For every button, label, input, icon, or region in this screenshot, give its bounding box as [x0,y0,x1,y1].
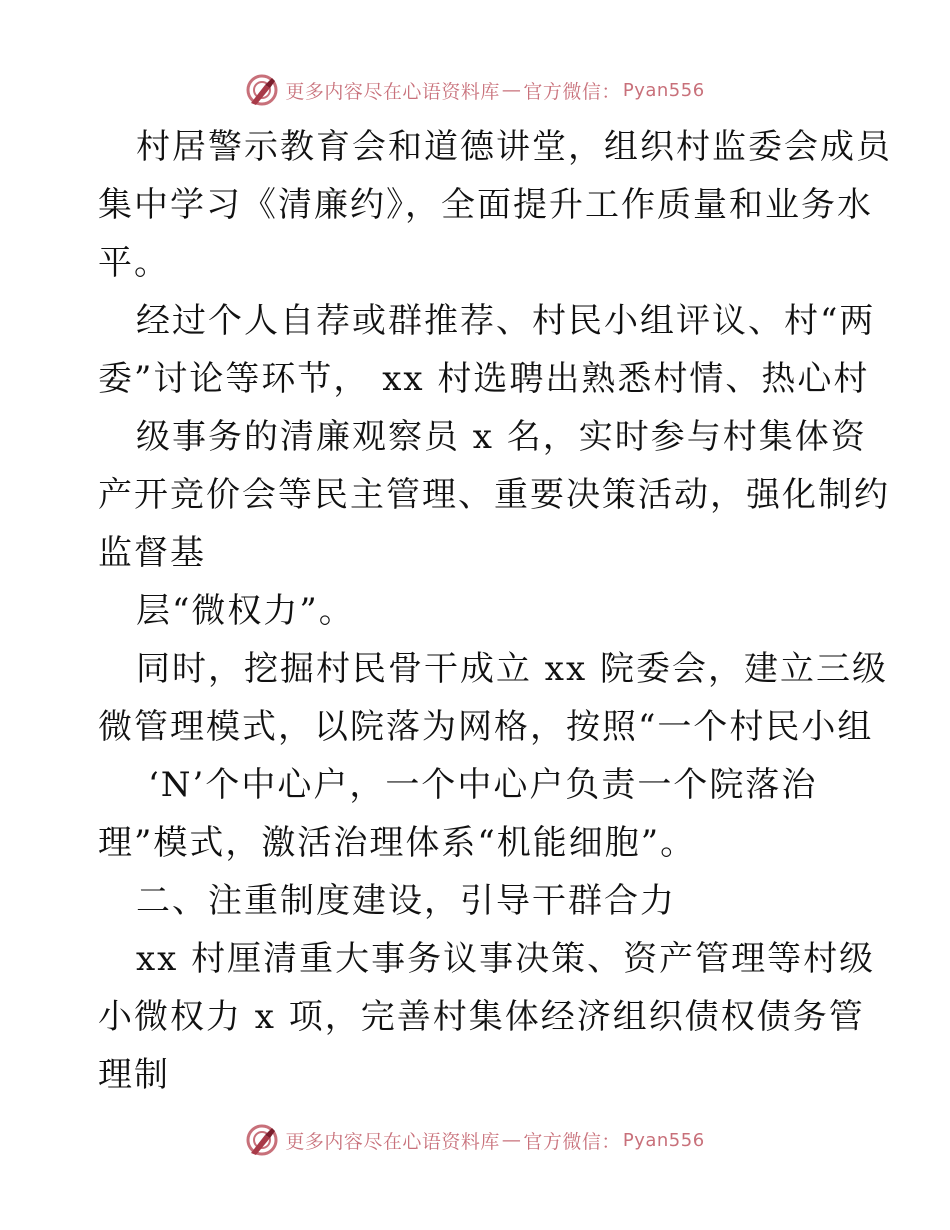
text-line: 经过个人自荐或群推荐、村民小组评议、村“两 [136,301,876,341]
text-line: ‘N’个中心户，一个中心户负责一个院落治 [148,765,818,805]
pen-logo-icon [245,73,279,107]
text-line: 平。 [98,243,170,283]
watermark-footer [0,1120,950,1160]
watermark-separator: — [501,79,522,101]
pen-logo-icon [245,1123,279,1157]
watermark-label: 官方微信： [523,1130,621,1153]
text-line: 委”讨论等环节， xx 村选聘出熟悉村情、热心村 [98,359,870,399]
watermark-header [0,70,950,110]
text-line: 理制 [98,1055,170,1095]
text-line: 小微权力 x 项，完善村集体经济组织债权债务管 [98,997,865,1037]
text-line: 集中学习《清廉约》，全面提升工作质量和业务水 [98,185,873,225]
watermark-text: 更多内容尽在心语资料库 [285,80,500,103]
text-line: 微管理模式，以院落为网格，按照“一个村民小组 [98,707,874,747]
text-line: 监督基 [98,533,206,573]
watermark-text: 更多内容尽在心语资料库 [285,1130,500,1153]
text-line: 级事务的清廉观察员 x 名，实时参与村集体资 [136,417,867,457]
watermark-separator: — [501,1129,522,1151]
text-line: 产开竞价会等民主管理、重要决策活动，强化制约 [98,475,890,515]
text-line: 层“微权力”。 [136,591,355,631]
watermark-account: Pyan556 [622,79,705,101]
text-line: xx 村厘清重大事务议事决策、资产管理等村级 [136,939,876,979]
section-heading: 二、注重制度建设，引导干群合力 [136,881,676,921]
text-line: 理”模式，激活治理体系“机能细胞”。 [98,823,697,863]
text-line: 村居警示教育会和道德讲堂，组织村监委会成员 [136,127,892,167]
watermark-label: 官方微信： [523,80,621,103]
text-line: 同时，挖掘村民骨干成立 xx 院委会，建立三级 [136,649,888,689]
watermark-account: Pyan556 [622,1129,705,1151]
